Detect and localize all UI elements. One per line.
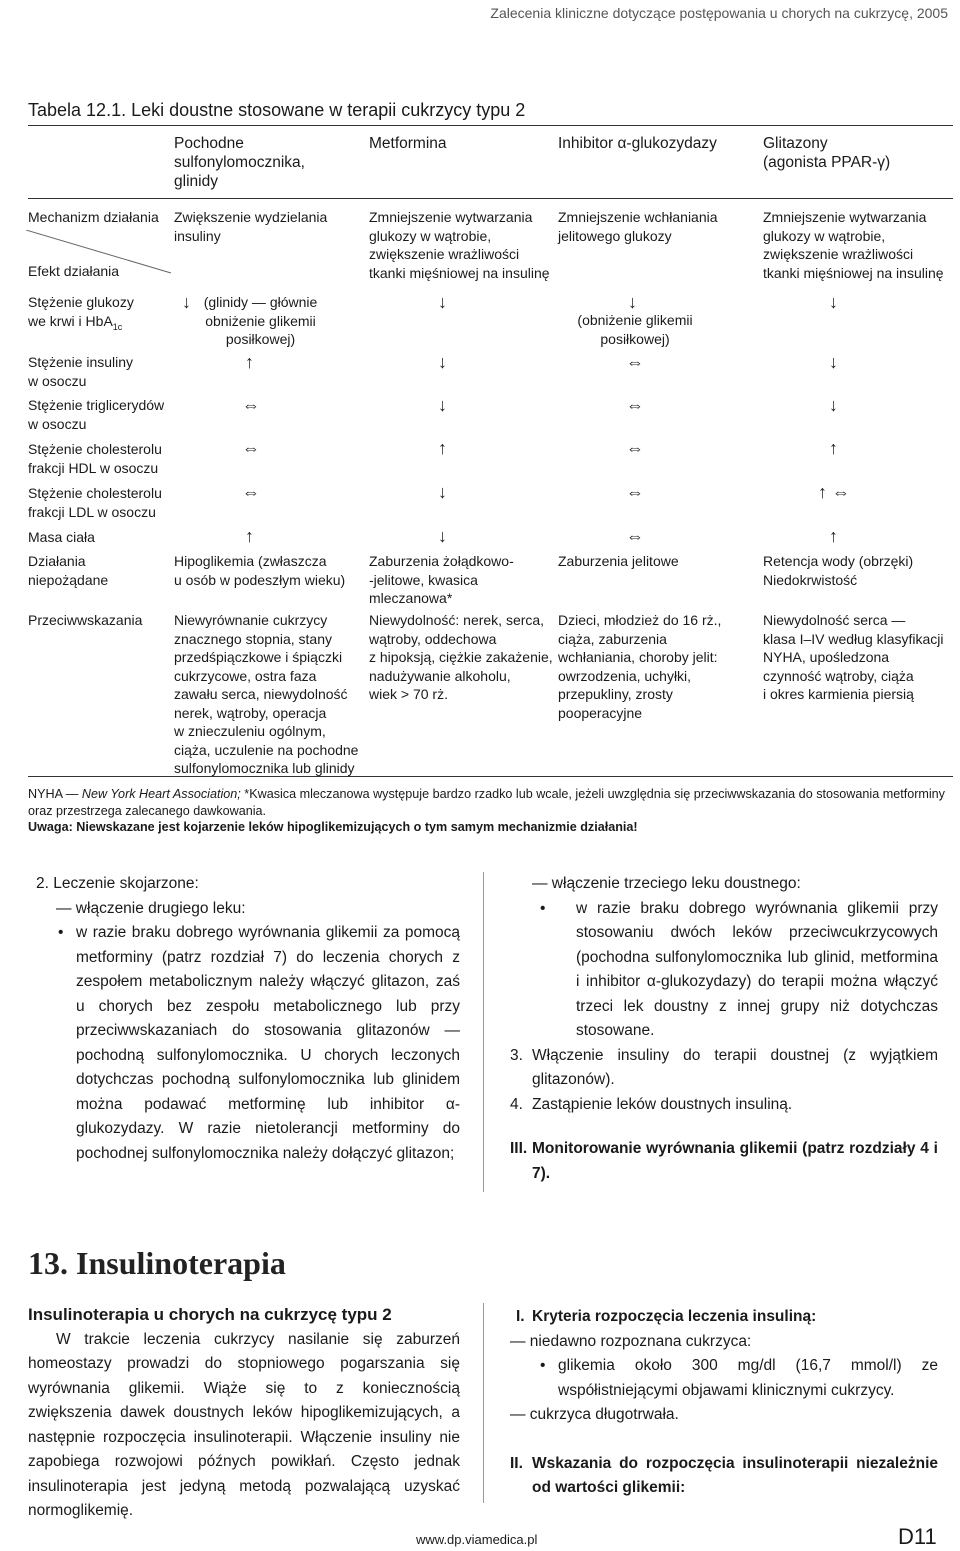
hba1c-subscript: 1c (112, 321, 123, 332)
dash-new-diabetes: — niedawno rozpoznana cukrzyca: (510, 1332, 752, 1350)
trig-c1-neutral-icon: ⇔ (242, 395, 260, 415)
col-header-sulfonylurea: Pochodne sulfonylomocznika, glinidy (174, 135, 305, 190)
indications-text: Wskazania do rozpoczęcia insulinoterapii niezależnie od wartości glikemii: (532, 1454, 938, 1496)
ldl-c4-up-neutral-icon: ↑ ⇔ (818, 482, 851, 502)
chapter-title: 13. Insulinoterapia (28, 1245, 286, 1281)
indications-heading (510, 1452, 938, 1501)
section2-bullet-second-drug: • w razie braku dobrego wyrównania glikemii za pomocą metforminy (patrz rozdział 7) do leczenia chorych z zespołem metabolicznym należy włączyć glitazon, zaś u chorych bez zespołu metabolicznego lub przy przeciwwskazaniach do stosowania glitazonów — pochodną sulfonylomocznika. U chorych leczonych dotychczas pochodną sulfonylomocznika lub glinidem można podawać metforminę lub inhibitor α-glukozydazy. W razie nietolerancji metforminy do pochodnej sulfonylomocznika należy dołączyć glitazon; (28, 921, 460, 1166)
section2-item-3 (510, 1044, 938, 1093)
row-label-hdl: Stężenie cholesterolu frakcji HDL w osoczu (28, 441, 162, 476)
footnote-nyha-expansion: New York Heart Association; (81, 787, 241, 801)
section2-heading: 2. Leczenie skojarzone: (36, 875, 199, 892)
section2-dash-third-drug: — włączenie trzeciego leku doustnego: (532, 875, 801, 892)
footnote-nyha: NYHA — (28, 787, 79, 801)
col-header-metformin: Metformina (369, 135, 447, 152)
trig-c3-neutral-icon: ⇔ (626, 395, 644, 415)
corner-diagonal-line (26, 230, 176, 275)
row-label-glucose-line2: we krwi i HbA (28, 312, 113, 329)
criteria-text: Kryteria rozpoczęcia leczenia insuliną: (532, 1308, 817, 1325)
footer-url[interactable]: www.dp.viamedica.pl (416, 1532, 538, 1547)
section2-dash-second-drug: — włączenie drugiego leku: (56, 899, 246, 917)
row-label-ldl: Stężenie cholesterolu frakcji LDL w osoczu (28, 485, 162, 520)
contra-c2: Niewydolność: nerek, serca, wątroby, oddechowa z hipoksją, ciężkie zakażenie, nadużywanie alkoholu, wiek > 70 rż. (369, 612, 553, 702)
hdl-c2-up-arrow-icon: ↑ (438, 438, 447, 458)
mass-c4-up-arrow-icon: ↑ (829, 526, 838, 546)
mechanism-sulfonylurea: Zwiększenie wydzielania insuliny (174, 209, 328, 244)
contra-c1: Niewyrównanie cukrzycy znacznego stopnia, stany przedśpiączkowe i śpiączki cukrzycowe, ostra faza zawału serca, niewydolność nerek, wątroby, operacja w znieczuleniu ogólnym, ciąża, uczulenie na pochodne sulfonylomocznika lub glinidy (174, 612, 359, 776)
row-label-glucose (28, 293, 134, 336)
hdl-c1-neutral-icon: ⇔ (242, 438, 260, 458)
glucose-c4-down-arrow-icon: ↓ (829, 292, 838, 312)
footnote-warning: Uwaga: Niewskazane jest kojarzenie leków hipoglikemizujących o tym samym mechanizmie działania! (28, 820, 638, 834)
column-divider-top (483, 872, 484, 1192)
section2-right-column (510, 872, 938, 1186)
section-III (510, 1137, 938, 1186)
chapter-paragraph: W trakcie leczenia cukrzycy nasilanie się zaburzeń homeostazy prowadzi do stopniowego pogarszania się wyrównania glikemii. Wiąże się to z koniecznością zwiększenia dawek doustnych leków hipoglikemizujących, a następnie rozpoczęcia insulinoterapii. Włączenie insuliny nie zapobiega rozwojowi późnych powikłań. Często jednak insulinoterapia jest jedyną metodą pozwalającą uzyskać normoglikemię. (28, 1330, 460, 1519)
insulin-c4-down-arrow-icon: ↓ (829, 352, 838, 372)
row-label-insulin: Stężenie insuliny w osoczu (28, 354, 134, 389)
mass-c3-neutral-icon: ⇔ (626, 526, 644, 546)
glucose-c1-down-arrow-icon: ↓ (182, 292, 191, 312)
bullet-glycemia: • glikemia około 300 mg/dl (16,7 mmol/l) ze współistniejącymi objawami klinicznymi cukrzycy. (510, 1354, 938, 1403)
glucose-c3-down-arrow-icon: ↓ (628, 292, 637, 312)
row-label-adverse: Działania niepożądane (28, 553, 109, 588)
ldl-c1-neutral-icon: ⇔ (242, 482, 260, 502)
mechanism-alpha-glucosidase: Zmniejszenie wchłaniania jelitowego glukozy (558, 209, 718, 244)
trig-c2-down-arrow-icon: ↓ (438, 395, 447, 415)
contra-c4: Niewydolność serca — klasa I–IV według klasyfikacji NYHA, upośledzona czynność wątroby, ciąża i okres karmienia piersią (763, 612, 944, 702)
item-3-number: 3. (510, 1046, 523, 1064)
hdl-c3-neutral-icon: ⇔ (626, 438, 644, 458)
ldl-c2-down-arrow-icon: ↓ (438, 482, 447, 502)
table-bottom-rule (28, 776, 953, 777)
chapter-right-column (510, 1305, 938, 1501)
mechanism-metformin: Zmniejszenie wytwarzania glukozy w wątrobie, zwiększenie wrażliwości tkanki mięśniowej na insulinę (369, 209, 550, 281)
trig-c4-down-arrow-icon: ↓ (829, 395, 838, 415)
mass-c1-up-arrow-icon: ↑ (245, 526, 254, 546)
corner-effect-label: Efekt działania (28, 263, 120, 279)
section-III-text: Monitorowanie wyrównania glikemii (patrz rozdziały 4 i 7). (532, 1140, 938, 1182)
indications-number: II. (510, 1454, 523, 1472)
hdl-c4-up-arrow-icon: ↑ (829, 438, 838, 458)
chapter-subtitle: Insulinoterapia u chorych na cukrzycę typu 2 (28, 1305, 392, 1324)
glucose-c1-note: (glinidy — głównie obniżenie glikemii posiłkowej) (203, 294, 318, 347)
running-header-bar (0, 0, 960, 23)
adverse-c1: Hipoglikemia (zwłaszcza u osób w podeszłym wieku) (174, 553, 346, 588)
row-label-glucose-line1: Stężenie glukozy (28, 294, 134, 310)
column-divider-bottom (483, 1303, 484, 1503)
glucose-c2-down-arrow-icon: ↓ (438, 292, 447, 312)
glucose-c3-note: (obniżenie glikemii posiłkowej) (577, 312, 693, 347)
item-4-number: 4. (510, 1095, 523, 1113)
adverse-c3: Zaburzenia jelitowe (558, 553, 679, 569)
dash-long-diabetes: — cukrzyca długotrwała. (510, 1406, 679, 1423)
row-label-body-mass: Masa ciała (28, 529, 95, 545)
criteria-number: I. (516, 1308, 525, 1325)
table-top-rule (28, 125, 953, 126)
table-header-rule (28, 198, 953, 199)
row-label-contraindications: Przeciwwskazania (28, 612, 143, 628)
adverse-c4: Retencja wody (obrzęki) Niedokrwistość (763, 553, 914, 588)
insulin-c2-down-arrow-icon: ↓ (438, 352, 447, 372)
item-3-text: Włączenie insuliny do terapii doustnej (z wyjątkiem glitazonów). (532, 1046, 938, 1088)
col-header-alpha-glucosidase: Inhibitor α-glukozydazy (558, 135, 717, 152)
corner-mechanism-label: Mechanizm działania (28, 209, 159, 225)
insulin-c3-neutral-icon: ⇔ (626, 352, 644, 372)
row-label-triglycerides: Stężenie triglicerydów w osoczu (28, 397, 165, 432)
mechanism-glitazones: Zmniejszenie wytwarzania glukozy w wątrobie, zwiększenie wrażliwości tkanki mięśniowej na insulinę (763, 209, 944, 281)
footnote-lactic-acidosis: *Kwasica mleczanowa występuje bardzo rzadko lub wcale, jeżeli uwzględnia się przeciwwskazania do stosowania metforminy oraz przestrzega zalecanego dawkowania. (28, 787, 945, 818)
chapter-left-column (28, 1303, 460, 1524)
section2-left-column (28, 872, 460, 1166)
insulin-c1-up-arrow-icon: ↑ (245, 352, 254, 372)
col-header-glitazones: Glitazony (agonista PPAR-γ) (763, 135, 891, 171)
section-III-number: III. (510, 1140, 528, 1157)
adverse-c2: Zaburzenia żołądkowo- -jelitowe, kwasica mleczanowa* (369, 553, 514, 606)
item-4-text: Zastąpienie leków doustnych insuliną. (532, 1095, 793, 1113)
section2-bullet-third-drug: • w razie braku dobrego wyrównania glikemii przy stosowaniu dwóch leków przeciwcukrzycowych (pochodna sulfonylomocznika lub glinid, metformina i inhibitor α-glukozydazy) do terapii można włączyć trzeci lek doustny z innej grupy niż dotychczas stosowane. (510, 897, 938, 1044)
page-number: D11 (898, 1524, 937, 1549)
running-header: Zalecenia kliniczne dotyczące postępowania u chorych na cukrzycę, 2005 (490, 5, 948, 21)
criteria-heading (510, 1305, 938, 1330)
section2-item-4 (510, 1093, 938, 1118)
table-title: Tabela 12.1. Leki doustne stosowane w terapii cukrzycy typu 2 (28, 100, 526, 120)
ldl-c3-neutral-icon: ⇔ (626, 482, 644, 502)
mass-c2-down-arrow-icon: ↓ (438, 526, 447, 546)
contra-c3: Dzieci, młodzież do 16 rż., ciąża, zaburzenia wchłaniania, choroby jelit: owrzodzenia, uchyłki, przepukliny, zrosty pooperacyjne (558, 612, 722, 721)
table-footnote (28, 786, 948, 836)
